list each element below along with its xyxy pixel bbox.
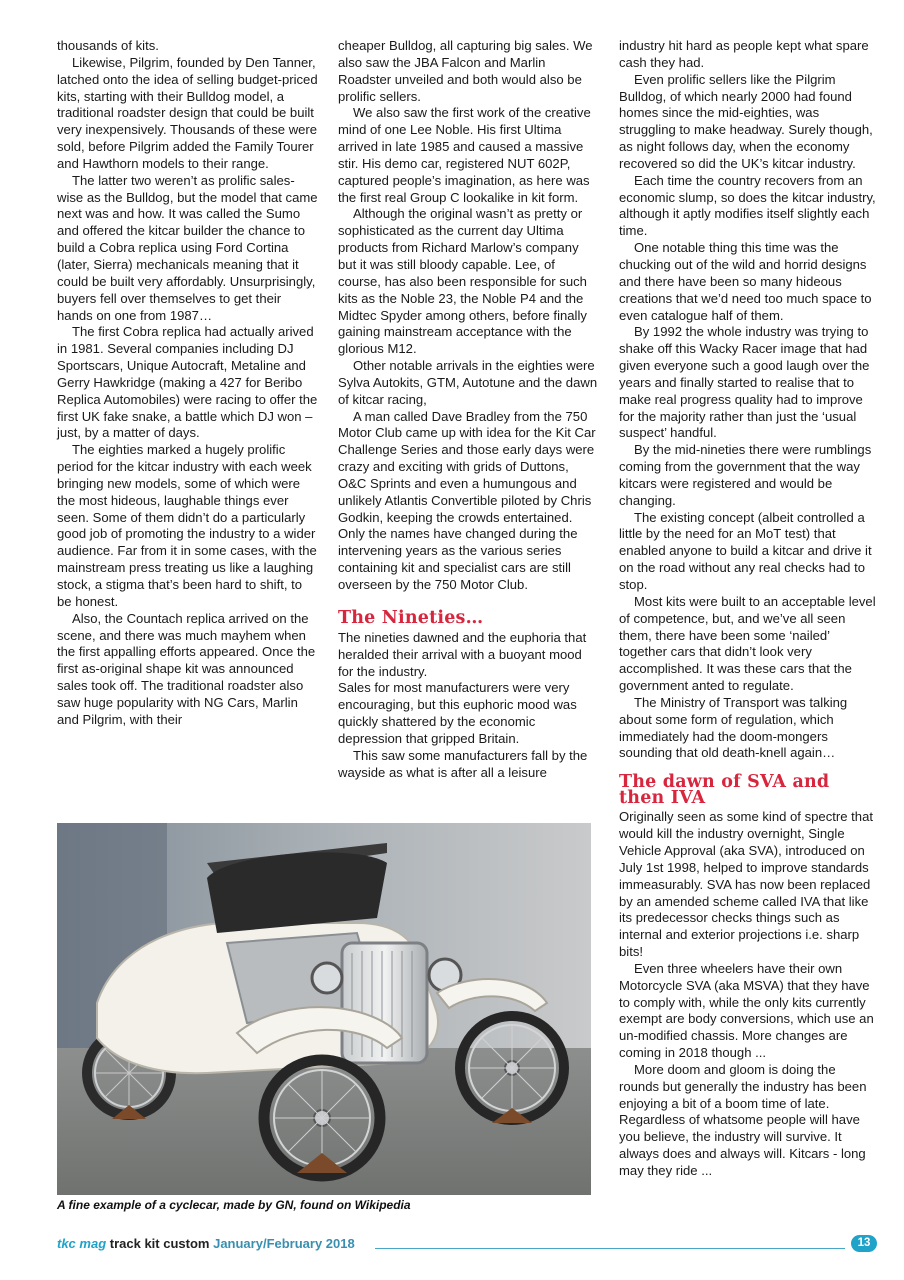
paragraph: Although the original wasn’t as pretty or sophisticated as the current day Ultima products from Richard Marlow’s company but it was still bloody capable. Lee, of course, has also been responsible for such kits as the Noble 23, the Noble P4 and the Midtec Spyder among others, before finally gaining mainstream acceptance with the glorious M12. [338,206,587,357]
page-footer [57,1236,877,1256]
issue-date: January/February 2018 [213,1236,355,1251]
paragraph: Other notable arrivals in the eighties were Sylva Autokits, GTM, Autotune and the dawn of kitcar racing, [338,358,598,407]
paragraph: A man called Dave Bradley from the 750 Motor Club came up with idea for the Kit Car Challenge Series and those early days were crazy and exciting with grids of Duttons, O&C Sprints and even a humungous and unlikely Atlantis Convertible piloted by Chris Godkin, keeping the crowds entertained. Only the names have changed during the intervening years as the various series containing kit and specialist cars are still overseen by the 750 Motor Club. [338,408,596,592]
paragraph: The latter two weren’t as prolific sales-wise as the Bulldog, but the model that came next was and how. It was called the Sumo and offered the kitcar builder the chance to build a Cobra replica using Ford Cortina (later, Sierra) mechanicals meaning that it could be built very affordably. Unsurprisingly, buyers fell over themselves to get their hands on one from 1987… [57,172,318,323]
cyclecar-illustration [57,823,591,1195]
paragraph: Sales for most manufacturers were very encouraging, but this euphoric mood was quickly shattered by the economic depression that gripped Britain. [338,680,577,746]
paragraph: This saw some manufacturers fall by the wayside as what is after all a leisure [338,747,588,780]
article-column-2 [338,38,598,781]
paragraph: We also saw the first work of the creative mind of one Lee Noble. His first Ultima arrived in late 1985 and caused a massive stir. His demo car, registered NUT 602P, captured people’s imagination, as here was the first real Group C lookalike in kit form. [338,105,591,205]
paragraph: Most kits were built to an acceptable level of competence, but, and we’ve all seen them, there have been some ‘nailed’ together cars that didn’t look very accomplished. It was these cars that the government anted to regulate. [619,593,876,694]
article-column-1 [57,38,319,729]
paragraph: industry hit hard as people kept what spare cash they had. [619,38,869,70]
paragraph: One notable thing this time was the chucking out of the wild and horrid designs and there have been so many hideous creations that we’d need too much space to even catalogue half of them. [619,240,872,323]
magazine-subtitle: track kit custom [109,1236,210,1251]
paragraph: By 1992 the whole industry was trying to shake off this Wacky Racer image that had given everyone such a good laugh over the years and finally started to realise that to make real progress quality had to improve for the majority rather than just the ‘usual suspect’ handful. [619,324,870,441]
section-heading-sva-iva: The dawn of SVA and then IVA [619,772,830,809]
paragraph: Each time the country recovers from an economic slump, so does the kitcar industry, although it aptly modifies itself slightly each time. [619,172,876,239]
paragraph: thousands of kits. [57,38,159,53]
magazine-name: tkc mag [57,1236,107,1251]
section-heading-nineties: The Nineties… [338,607,484,628]
paragraph: Likewise, Pilgrim, founded by Den Tanner, latched onto the idea of selling budget-priced kits, starting with their Bulldog model, a traditional roadster design that could be built very inexpensively. Thousands of these were sold, before Pilgrim added the Family Tourer and Hawthorn models to their range. [57,54,318,171]
paragraph: Also, the Countach replica arrived on the scene, and there was much mayhem when the first appalling efforts appeared. Once the first as-original shape kit was announced sales took off. The traditional roadster also saw huge popularity with NG Cars, Marlin and Pilgrim, with their [57,610,316,727]
paragraph: The eighties marked a hugely prolific period for the kitcar industry with each week bringing new models, some of which were the most hideous, laughable things ever seen. Some of them didn’t do a particularly good job of promoting the industry to a wider audience. Far from it in some cases, with the mainstream press treating us like a laughing stock, a stigma that’s been hard to shift, to be honest. [57,442,317,609]
paragraph: cheaper Bulldog, all capturing big sales. We also saw the JBA Falcon and Marlin Roadster unveiled and both would also be prolific sellers. [338,38,593,104]
cyclecar-photo [57,823,591,1195]
paragraph: More doom and gloom is doing the rounds but generally the industry has been enjoying a bit of a boom time of late. Regardless of whatsome people will have you believe, the industry will survive. It always does and always will. Kitcars - long may they ride ... [619,1061,867,1178]
paragraph: By the mid-nineties there were rumblings coming from the government that the way kitcars were registered and would be changing. [619,442,872,508]
photo-caption: A fine example of a cyclecar, made by GN, found on Wikipedia [57,1198,411,1212]
paragraph: The existing concept (albeit controlled a little by the need for an MoT test) that enabled anyone to build a kitcar and drive it on the road without any real checks had to stop. [619,509,872,592]
paragraph: Even three wheelers have their own Motorcycle SVA (aka MSVA) that they have to comply with, while the only kits currently exempt are body conversions, which use an un-modified chassis. More changes are coming in 2018 though ... [619,960,874,1061]
page-number-badge: 13 [851,1235,877,1252]
paragraph: Even prolific sellers like the Pilgrim Bulldog, of which nearly 2000 had found homes since the mid-eighties, was struggling to make headway. Surely though, as night follows day, when the economy recovered so did the UK’s kitcar industry. [619,71,873,171]
article-column-3 [619,38,877,1180]
paragraph: The Ministry of Transport was talking about some form of regulation, which immediately had the doom-mongers sounding that old death-knell again… [619,694,848,761]
paragraph: The nineties dawned and the euphoria that heralded their arrival with a buoyant mood for the industry. [338,629,587,679]
footer-rule [375,1248,845,1249]
paragraph: The first Cobra replica had actually arived in 1981. Several companies including DJ Sportscars, Unique Autocraft, Metaline and Gerry Hawkridge (making a 427 for Beribo Replica Automobiles) were racing to offer the first UK fake snake, a battle which DJ won – just, by a matter of days. [57,324,318,441]
paragraph: Originally seen as some kind of spectre that would kill the industry overnight, Single Vehicle Approval (aka SVA), introduced on July 1st 1998, helped to improve standards immeasurably. SVA has now been replaced by an amended scheme called IVA that like its predecessor checks things such as internal and exterior projections i.e. sharp bits! [619,809,873,960]
